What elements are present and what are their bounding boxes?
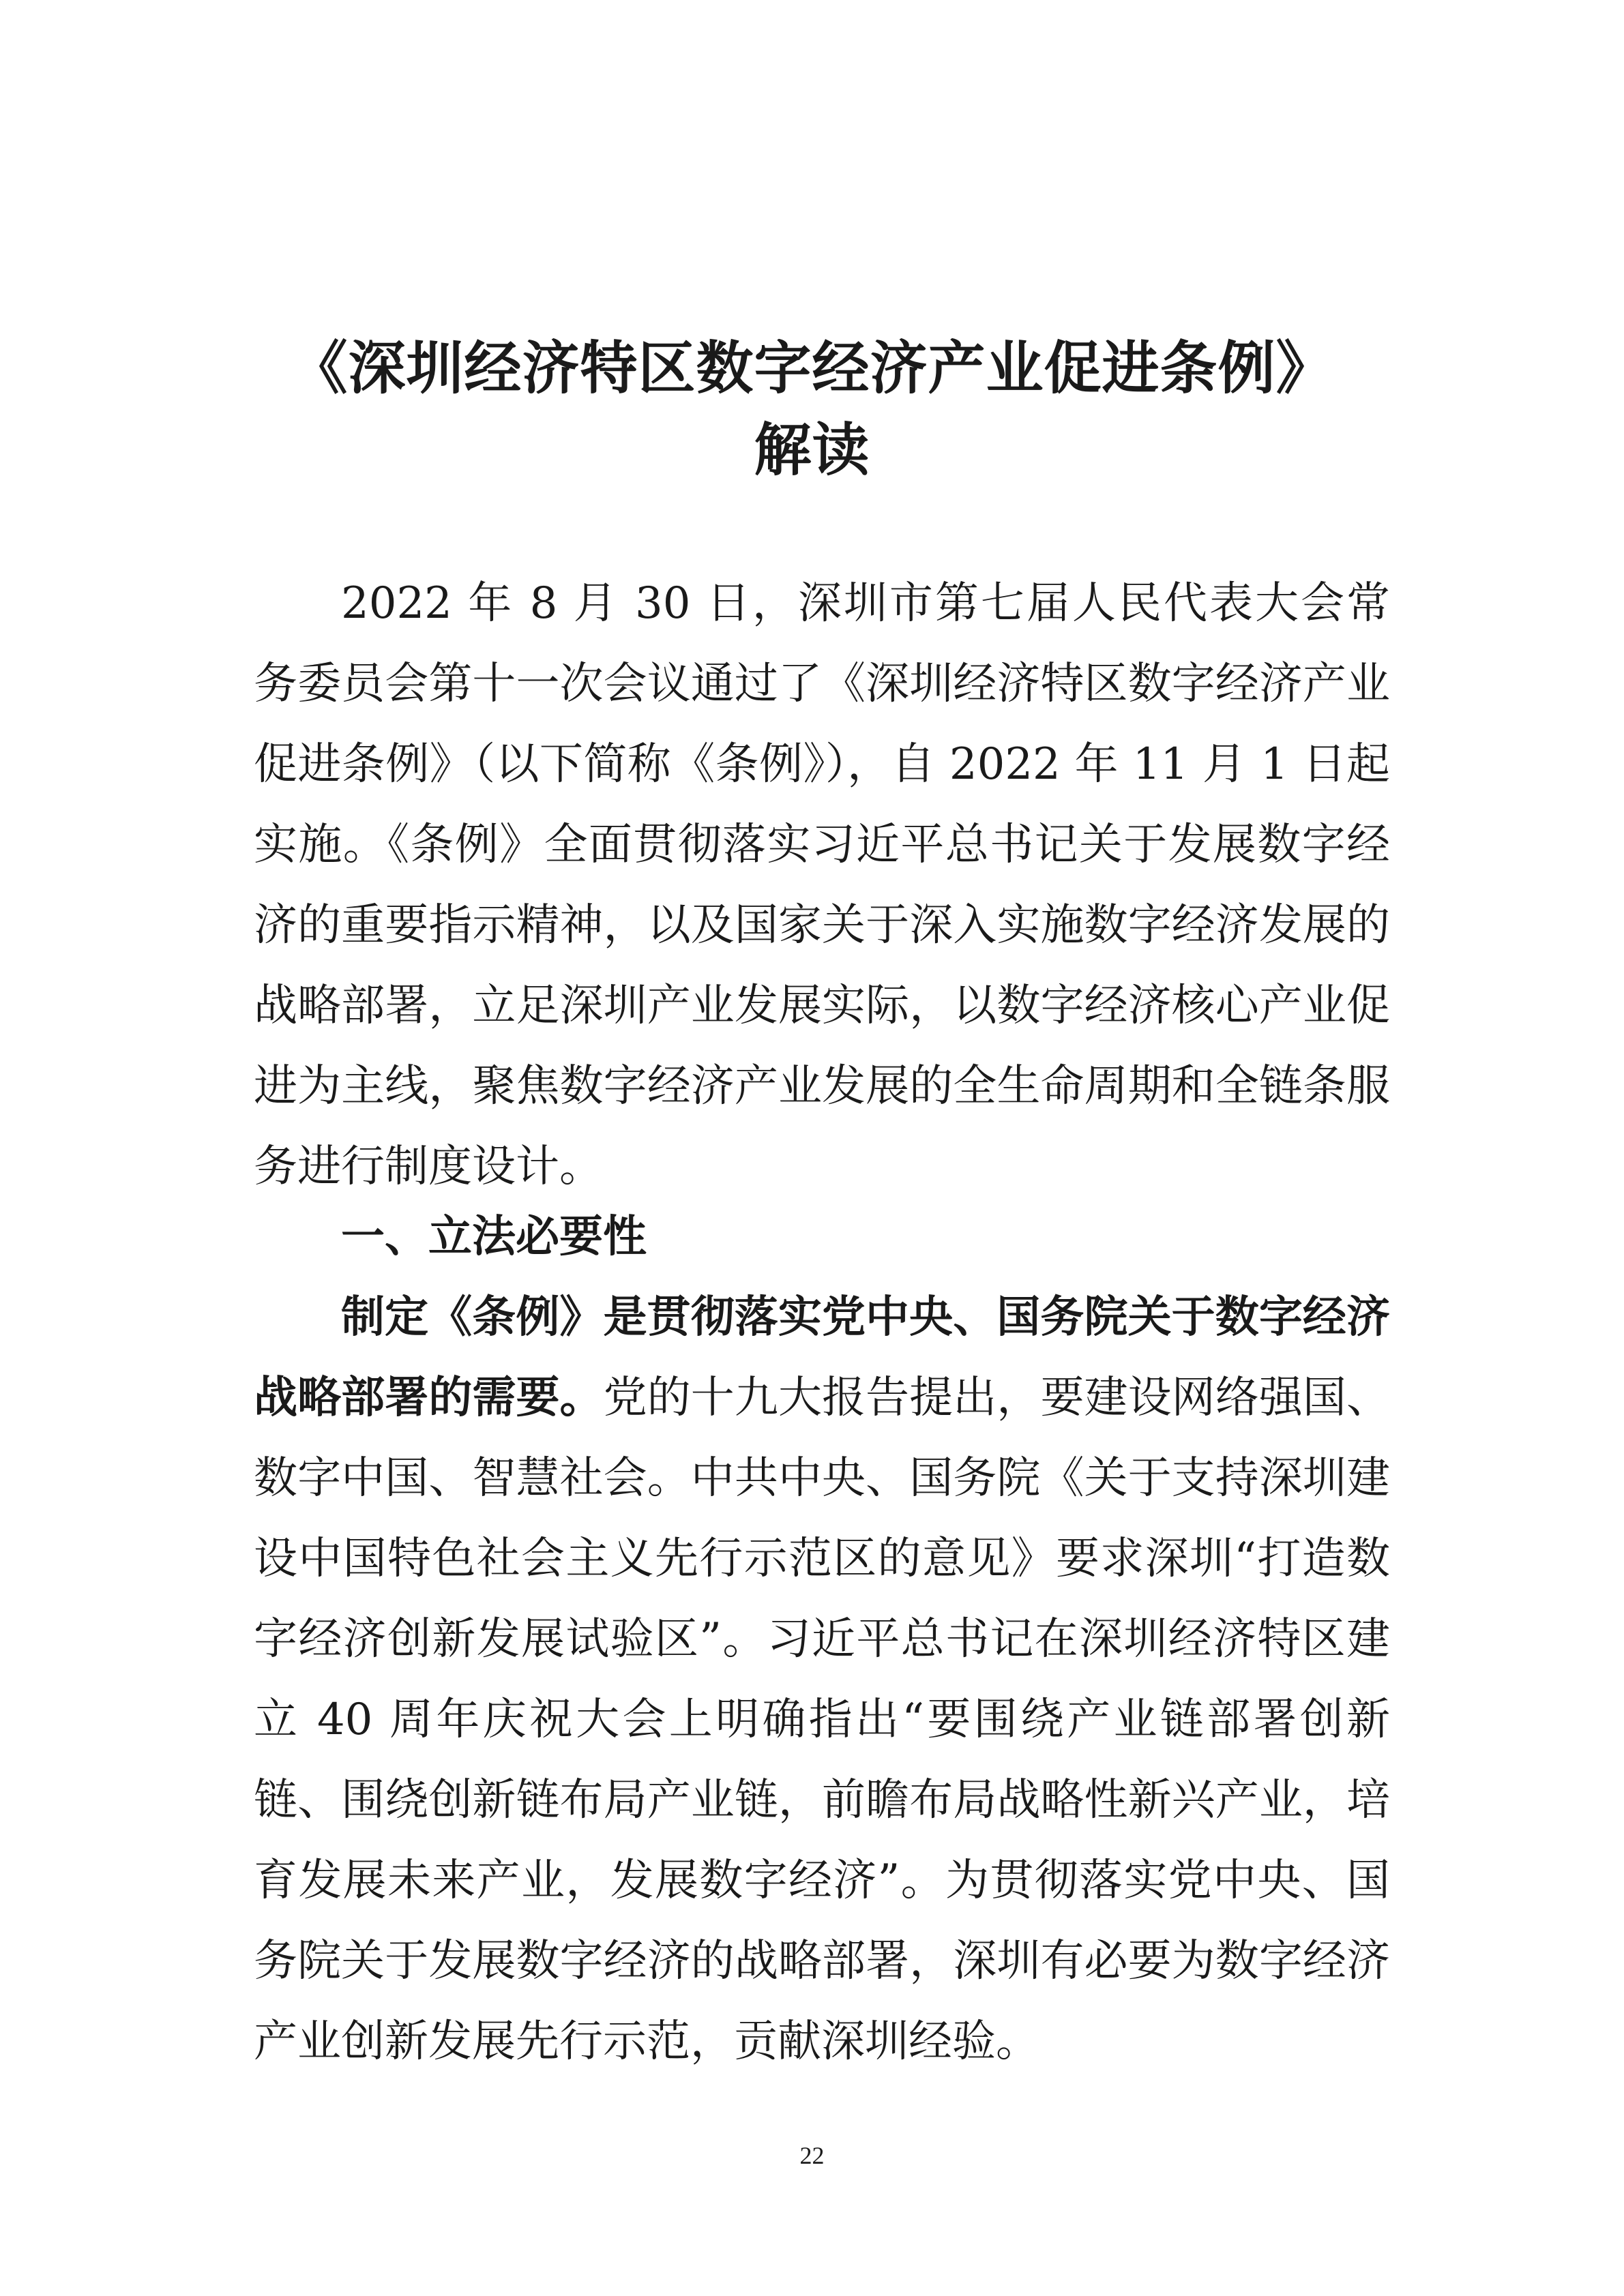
section-heading: 一、立法必要性: [341, 1212, 647, 1262]
paragraph-bold-lead: 制定《条例》是贯彻落实党中央、国务院关于数字经济战略部署的需要。: [254, 1292, 1390, 1423]
intro-paragraph: 2022 年 8 月 30 日，深圳市第七届人民代表大会常务委员会第十一次会议通过了《深圳经济特区数字经济产业促进条例》（以下简称《条例》），自 2022 年 11 月 1 日起实施。《条例》全面贯彻落实习近平总书记关于发展数字经济的重要指示精神，以及国家关于深入实施数字经济发展的战略部署，立足深圳产业发展实际，以数字经济核心产业促进为主线，聚焦数字经济产业发展的全生命周期和全链条服务进行制度设计。: [254, 578, 1390, 1192]
document-title: 《深圳经济特区数字经济产业促进条例》: [290, 335, 1334, 402]
paragraph-body: 党的十九大报告提出，要建设网络强国、数字中国、智慧社会。中共中央、国务院《关于支持深圳建设中国特色社会主义先行示范区的意见》要求深圳“打造数字经济创新发展试验区”。习近平总书记在深圳经济特区建立 40 周年庆祝大会上明确指出“要围绕产业链部署创新链、围绕创新链布局产业链，前瞻布局战略性新兴产业，培育发展未来产业，发展数字经济”。为贯彻落实党中央、国务院关于发展数字经济的战略部署，深圳有必要为数字经济产业创新发展先行示范，贡献深圳经验。: [254, 1373, 1390, 2067]
section-paragraph: [254, 1277, 1390, 2082]
document-subtitle: 解读: [754, 417, 870, 483]
page-number: 22: [799, 2142, 825, 2169]
